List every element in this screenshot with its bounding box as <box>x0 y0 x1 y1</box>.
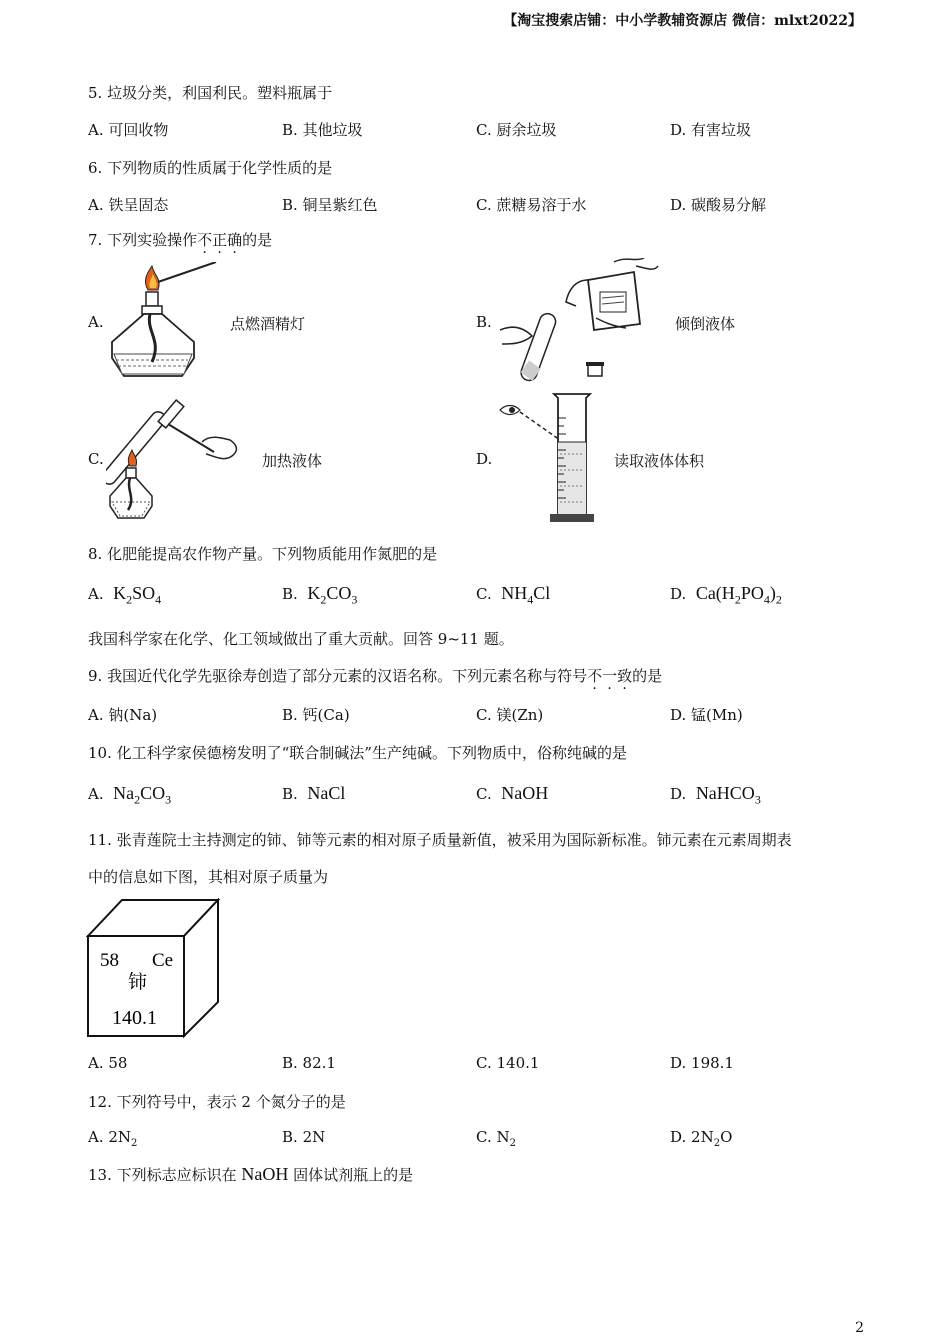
q11-stem-line2: 中的信息如下图，其相对原子质量为 <box>88 868 329 886</box>
q12-option-a: A. $2N_2$ <box>88 1128 138 1149</box>
q5-stem: 5. 垃圾分类，利国利民。塑料瓶属于 <box>88 84 333 102</box>
page-header: 【淘宝搜索店铺：中小学教辅资源店 微信：mlxt2022】 <box>503 13 862 29</box>
q9-option-d: D. 锰(Mn) <box>670 706 743 724</box>
q10-option-d-formula: NaHCO$_3$ <box>695 783 761 807</box>
q5-option-d: D. 有害垃圾 <box>670 121 752 139</box>
q11-option-d: D. 198.1 <box>670 1054 734 1072</box>
q8-option-b <box>282 583 357 608</box>
alcohol-lamp-lighting-figure <box>104 262 224 380</box>
q12-stem: 12. 下列符号中，表示 2 个氮分子的是 <box>88 1093 346 1111</box>
q11-option-a: A. 58 <box>88 1054 128 1072</box>
intro-9-11: 我国科学家在化学、化工领域做出了重大贡献。回答 9~11 题。 <box>88 630 514 648</box>
q8-option-d-letter: D. <box>670 585 687 603</box>
q6-option-a: A. 铁呈固态 <box>88 196 169 214</box>
q8-option-c-letter: C. <box>476 585 492 603</box>
q12-option-c-letter: C. <box>476 1128 492 1146</box>
q13-stem-before: 13. 下列标志应标识在 <box>88 1166 242 1184</box>
q11-stem-line1: 11. 张青莲院士主持测定的铈、铈等元素的相对原子质量新值，被采用为国际新标准。铈元素在元素周期表 <box>88 831 792 849</box>
element-number: 58 <box>100 950 119 971</box>
q8-stem: 8. 化肥能提高农作物产量。下列物质能用作氮肥的是 <box>88 545 438 563</box>
q9-stem-before: 9. 我国近代化学先驱徐寿创造了部分元素的汉语名称。下列元素名称与符号 <box>88 667 588 685</box>
element-name: 铈 <box>128 971 148 993</box>
q10-option-b-letter: B. <box>282 785 298 803</box>
q12-option-b: B. 2N <box>282 1128 326 1146</box>
q6-option-c: C. 蔗糖易溶于水 <box>476 196 587 214</box>
graduated-cylinder-figure <box>496 388 606 524</box>
q7-option-a-letter: A. <box>88 313 104 331</box>
q8-option-c <box>476 583 550 608</box>
q8-option-d <box>670 583 782 608</box>
q12-option-a-letter: A. <box>88 1128 104 1146</box>
q6-stem: 6. 下列物质的性质属于化学性质的是 <box>88 159 333 177</box>
q12-option-d: D. $2N_2O$ <box>670 1128 733 1149</box>
q8-option-d-formula: $Ca(H_2PO_4)_2$ <box>695 583 782 607</box>
q7-emph-3: 确 <box>227 231 243 249</box>
q6-option-b: B. 铜呈紫红色 <box>282 196 378 214</box>
q10-option-b-formula: NaCl <box>307 783 346 803</box>
q10-option-b <box>282 783 345 804</box>
periodic-table-cell-figure <box>86 898 222 1040</box>
q9-stem <box>88 665 662 686</box>
q5-option-c: C. 厨余垃圾 <box>476 121 557 139</box>
q13-formula: NaOH <box>241 1164 289 1184</box>
q9-option-a: A. 钠(Na) <box>88 706 158 724</box>
q5-option-a: A. 可回收物 <box>88 121 169 139</box>
q6-option-d: D. 碳酸易分解 <box>670 196 767 214</box>
q10-option-a <box>88 783 171 808</box>
q7-emph-1: 不 <box>197 231 213 249</box>
q10-option-d-letter: D. <box>670 785 687 803</box>
q8-option-a-letter: A. <box>88 585 104 603</box>
q9-option-c: C. 镁(Zn) <box>476 706 544 724</box>
q7-stem-after: 的是 <box>242 231 273 249</box>
q10-option-c-formula: NaOH <box>501 783 549 803</box>
q11-option-b: B. 82.1 <box>282 1054 336 1072</box>
q7-stem <box>88 229 272 250</box>
q12-option-b-letter: B. <box>282 1128 298 1146</box>
q7-option-b-caption: 倾倒液体 <box>675 315 736 333</box>
q8-option-a <box>88 583 161 608</box>
q9-emph-2: 一 <box>602 667 618 685</box>
q10-stem: 10. 化工科学家侯德榜发明了“联合制碱法”生产纯碱。下列物质中，俗称纯碱的是 <box>88 744 627 762</box>
q10-option-a-letter: A. <box>88 785 104 803</box>
q10-option-d <box>670 783 761 808</box>
q9-stem-after: 的是 <box>632 667 663 685</box>
element-mass: 140.1 <box>112 1007 157 1029</box>
q7-option-c-letter: C. <box>88 450 104 468</box>
q7-option-b-letter: B. <box>476 313 492 331</box>
q7-emph-2: 正 <box>212 231 228 249</box>
q8-option-a-formula: $K_2SO_4$ <box>113 583 162 607</box>
q8-option-b-letter: B. <box>282 585 298 603</box>
q10-option-a-formula: $Na_2CO_3$ <box>113 783 172 807</box>
q8-option-b-formula: $K_2CO_3$ <box>307 583 358 607</box>
pouring-liquid-figure <box>496 258 662 384</box>
q10-option-c <box>476 783 548 804</box>
q13-stem <box>88 1164 413 1185</box>
q9-emph-3: 致 <box>617 667 633 685</box>
q7-stem-before: 7. 下列实验操作 <box>88 231 198 249</box>
q13-stem-after: 固体试剂瓶上的是 <box>288 1166 414 1184</box>
q11-option-c: C. 140.1 <box>476 1054 540 1072</box>
q9-emph-1: 不 <box>587 667 603 685</box>
q5-option-b: B. 其他垃圾 <box>282 121 363 139</box>
q9-option-b: B. 钙(Ca) <box>282 706 350 724</box>
q7-option-d-caption: 读取液体体积 <box>614 452 705 470</box>
q12-option-c: C. $N_2$ <box>476 1128 516 1149</box>
page-number: 2 <box>855 1320 864 1336</box>
q12-option-d-letter: D. <box>670 1128 687 1146</box>
q8-option-c-formula: $NH_4Cl$ <box>501 583 551 607</box>
heating-liquid-figure <box>106 394 244 522</box>
q7-option-c-caption: 加热液体 <box>262 452 323 470</box>
q10-option-c-letter: C. <box>476 785 492 803</box>
element-symbol: Ce <box>152 950 174 971</box>
q7-option-d-letter: D. <box>476 450 493 468</box>
q7-option-a-caption: 点燃酒精灯 <box>230 315 306 333</box>
